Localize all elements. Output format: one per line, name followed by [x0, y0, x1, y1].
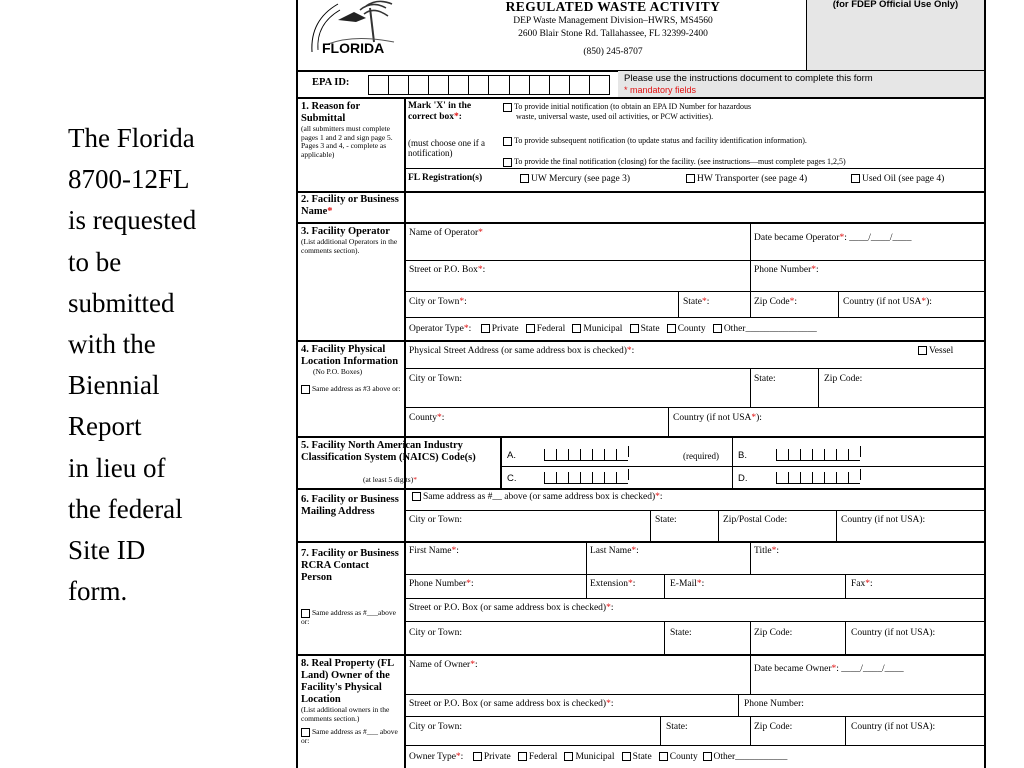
side-caption	[68, 118, 268, 612]
contact-fax-field[interactable]: Fax*:	[851, 579, 873, 589]
naics-c-input[interactable]	[544, 469, 629, 484]
contact-country-field[interactable]: Country (if not USA):	[851, 628, 936, 638]
section-title: 2. Facility or Business Name*	[301, 194, 399, 218]
type-other[interactable]: Other___________	[703, 752, 788, 762]
side-line: in lieu of	[68, 452, 166, 483]
naics-b-label: B.	[738, 450, 747, 461]
operator-type-row: Operator Type*: Private Federal Municipal State County Other_______________	[409, 324, 817, 334]
physical-city-field[interactable]: City or Town:	[409, 374, 462, 384]
option-subsequent[interactable]: To provide subsequent notification (to update status and facility identification information).	[503, 136, 807, 146]
section-note: (all submitters must complete pages 1 and 2 and sign page 5. Pages 3 and 4, - complete as applicable)	[301, 124, 393, 159]
reg-used-oil[interactable]: Used Oil (see page 4)	[851, 174, 944, 185]
address-line-1: DEP Waste Management Division–HWRS, MS4560	[513, 16, 713, 26]
type-county[interactable]: County	[667, 324, 706, 334]
naics-required: (required)	[683, 451, 719, 461]
option-initial[interactable]: To provide initial notification (to obtain an EPA ID Number for hazardous	[503, 102, 973, 112]
section-6-heading	[301, 494, 401, 518]
side-line: form.	[68, 576, 128, 607]
type-state[interactable]: State	[630, 324, 660, 334]
naics-d-input[interactable]	[776, 469, 861, 484]
type-private[interactable]: Private	[481, 324, 519, 334]
section-title: 6. Facility or Business Mailing Address	[301, 494, 399, 518]
business-name-input[interactable]	[406, 193, 982, 222]
section-5-heading	[301, 440, 501, 484]
section-note: (No P.O. Boxes)	[313, 367, 363, 377]
contact-city-field[interactable]: City or Town:	[409, 628, 462, 638]
section-title: 1. Reason for Submittal	[301, 101, 361, 125]
checkbox[interactable]	[503, 137, 512, 146]
official-use-box	[807, 0, 984, 70]
contact-phone-field[interactable]: Phone Number*:	[409, 579, 474, 589]
vessel-option[interactable]: Vessel	[918, 346, 953, 357]
checkbox[interactable]	[851, 174, 860, 183]
contact-zip-field[interactable]: Zip Code:	[754, 628, 793, 638]
section-title: 8. Real Property (FL Land) Owner of the Facility's Physical Location	[301, 658, 394, 706]
naics-b-input[interactable]	[776, 446, 861, 461]
option-final[interactable]: To provide the final notification (closing) for the facility. (see instructions—must complete pages 1,2,5)	[503, 157, 846, 167]
type-municipal[interactable]: Municipal	[564, 752, 614, 762]
physical-country-field[interactable]: Country (if not USA*):	[673, 413, 762, 423]
reg-uw-mercury[interactable]: UW Mercury (see page 3)	[520, 174, 630, 185]
owner-street-field[interactable]: Street or P.O. Box (or same address box is checked)*:	[409, 699, 614, 709]
contact-first-name-field[interactable]: First Name*:	[409, 546, 459, 556]
physical-zip-field[interactable]: Zip Code:	[824, 374, 863, 384]
checkbox[interactable]	[503, 158, 512, 167]
side-line: 8700-12FL	[68, 164, 190, 195]
section-title: 4. Facility Physical Location Information	[301, 344, 399, 368]
form-title: REGULATED WASTE ACTIVITY	[505, 0, 721, 14]
form-header	[418, 0, 808, 58]
operator-zip-field[interactable]: Zip Code*:	[754, 297, 798, 307]
section-note: (List additional owners in the comments section.)	[301, 705, 390, 723]
side-line: The Florida	[68, 123, 195, 153]
owner-name-field[interactable]: Name of Owner*:	[409, 660, 478, 670]
same-address-option[interactable]: Same address as #3 above or:	[301, 385, 401, 394]
physical-street-field[interactable]: Physical Street Address (or same address box is checked)*:	[409, 346, 635, 356]
same-address-option[interactable]: Same address as #___ above or:	[301, 726, 398, 745]
type-federal[interactable]: Federal	[518, 752, 558, 762]
naics-d-label: D.	[738, 473, 748, 484]
contact-state-field[interactable]: State:	[670, 628, 692, 638]
checkbox[interactable]	[503, 103, 512, 112]
option-initial-cont: waste, universal waste, used oil activities, or PCW activities).	[516, 112, 714, 121]
side-line: submitted	[68, 287, 175, 318]
county-field[interactable]: County*:	[409, 413, 445, 423]
operator-street-field[interactable]: Street or P.O. Box*:	[409, 265, 486, 275]
section-1-heading	[301, 101, 401, 160]
mandatory-note: * mandatory fields	[624, 84, 697, 95]
section-note: (at least 5 digits)*	[363, 475, 417, 484]
must-choose-note: (must choose one if a notification)	[408, 138, 485, 159]
official-use-label: (for FDEP Official Use Only)	[832, 0, 959, 10]
owner-state-field[interactable]: State:	[666, 722, 688, 732]
checkbox[interactable]	[686, 174, 695, 183]
owner-phone-field[interactable]: Phone Number:	[744, 699, 804, 709]
owner-type-row: Owner Type*: Private Federal Municipal State County Other___________	[409, 752, 788, 762]
address-line-2: 2600 Blair Stone Rd. Tallahassee, FL 32399-2400	[518, 28, 708, 39]
operator-state-field[interactable]: State*:	[683, 297, 710, 307]
contact-email-field[interactable]: E-Mail*:	[670, 579, 705, 589]
epa-id-label: EPA ID:	[312, 77, 350, 88]
mark-instruction: Mark 'X' in the correct box*:	[408, 101, 472, 122]
contact-title-field[interactable]: Title*:	[754, 546, 779, 556]
regulated-waste-form	[296, 0, 986, 768]
section-4-heading	[301, 344, 401, 394]
operator-name-field[interactable]: Name of Operator*	[409, 228, 483, 238]
section-3-heading	[301, 226, 401, 255]
section-2-heading	[301, 194, 401, 218]
physical-state-field[interactable]: State:	[754, 374, 776, 384]
type-county[interactable]: County	[659, 752, 698, 762]
side-line: is requested	[68, 205, 197, 236]
side-line: Site ID	[68, 535, 146, 566]
fl-registration-label: FL Registration(s)	[408, 173, 483, 183]
type-municipal[interactable]: Municipal	[572, 324, 622, 334]
owner-country-field[interactable]: Country (if not USA):	[851, 722, 936, 732]
reg-hw-transporter[interactable]: HW Transporter (see page 4)	[686, 174, 807, 185]
instructions-box	[618, 71, 984, 97]
side-line: with the	[68, 329, 156, 360]
type-private[interactable]: Private	[473, 752, 511, 762]
owner-city-field[interactable]: City or Town:	[409, 722, 462, 732]
operator-city-field[interactable]: City or Town*:	[409, 297, 467, 307]
fdep-logo	[308, 0, 400, 62]
type-other[interactable]: Other_______________	[713, 324, 817, 334]
contact-street-field[interactable]: Street or P.O. Box (or same address box is checked)*:	[409, 603, 614, 613]
type-federal[interactable]: Federal	[526, 324, 566, 334]
naics-c-label: C.	[507, 473, 517, 484]
side-line: to be	[68, 246, 122, 277]
section-title: 5. Facility North American Industry Classification System (NAICS) Code(s)	[301, 440, 476, 464]
mailing-city-field[interactable]: City or Town:	[409, 515, 462, 525]
same-address-option[interactable]: Same address as #___above or:	[301, 608, 396, 627]
side-line: Report	[68, 411, 142, 442]
side-line: the federal	[68, 493, 183, 524]
section-7-heading	[301, 548, 401, 627]
section-title: 3. Facility Operator	[301, 226, 390, 237]
phone-number: (850) 245-8707	[583, 46, 643, 57]
naics-a-input[interactable]	[544, 446, 629, 461]
owner-zip-field[interactable]: Zip Code:	[754, 722, 793, 732]
operator-country-field[interactable]: Country (if not USA*):	[843, 297, 932, 307]
operator-phone-field[interactable]: Phone Number*:	[754, 265, 819, 275]
type-state[interactable]: State	[622, 752, 652, 762]
date-became-owner-field[interactable]: Date became Owner*: ____/____/____	[754, 664, 904, 674]
mailing-country-field[interactable]: Country (if not USA):	[841, 515, 926, 525]
mailing-same-option[interactable]: Same address as #__ above (or same address box is checked)*:	[412, 492, 663, 503]
epa-id-input[interactable]	[368, 75, 610, 95]
section-note: (List additional Operators in the comments section).	[301, 237, 398, 255]
side-line: Biennial	[68, 370, 160, 401]
mailing-state-field[interactable]: State:	[655, 515, 677, 525]
section-title: 7. Facility or Business RCRA Contact Person	[301, 548, 399, 584]
section-8-heading	[301, 658, 401, 745]
instructions-text: Please use the instructions document to complete this form	[624, 73, 873, 84]
mailing-zip-field[interactable]: Zip/Postal Code:	[723, 515, 788, 525]
date-became-operator-field[interactable]: Date became Operator*: ____/____/____	[754, 233, 912, 243]
checkbox[interactable]	[520, 174, 529, 183]
logo-label: FLORIDA	[322, 40, 385, 56]
contact-last-name-field[interactable]: Last Name*:	[590, 546, 639, 556]
naics-a-label: A.	[507, 450, 516, 461]
contact-extension-field[interactable]: Extension*:	[590, 579, 636, 589]
